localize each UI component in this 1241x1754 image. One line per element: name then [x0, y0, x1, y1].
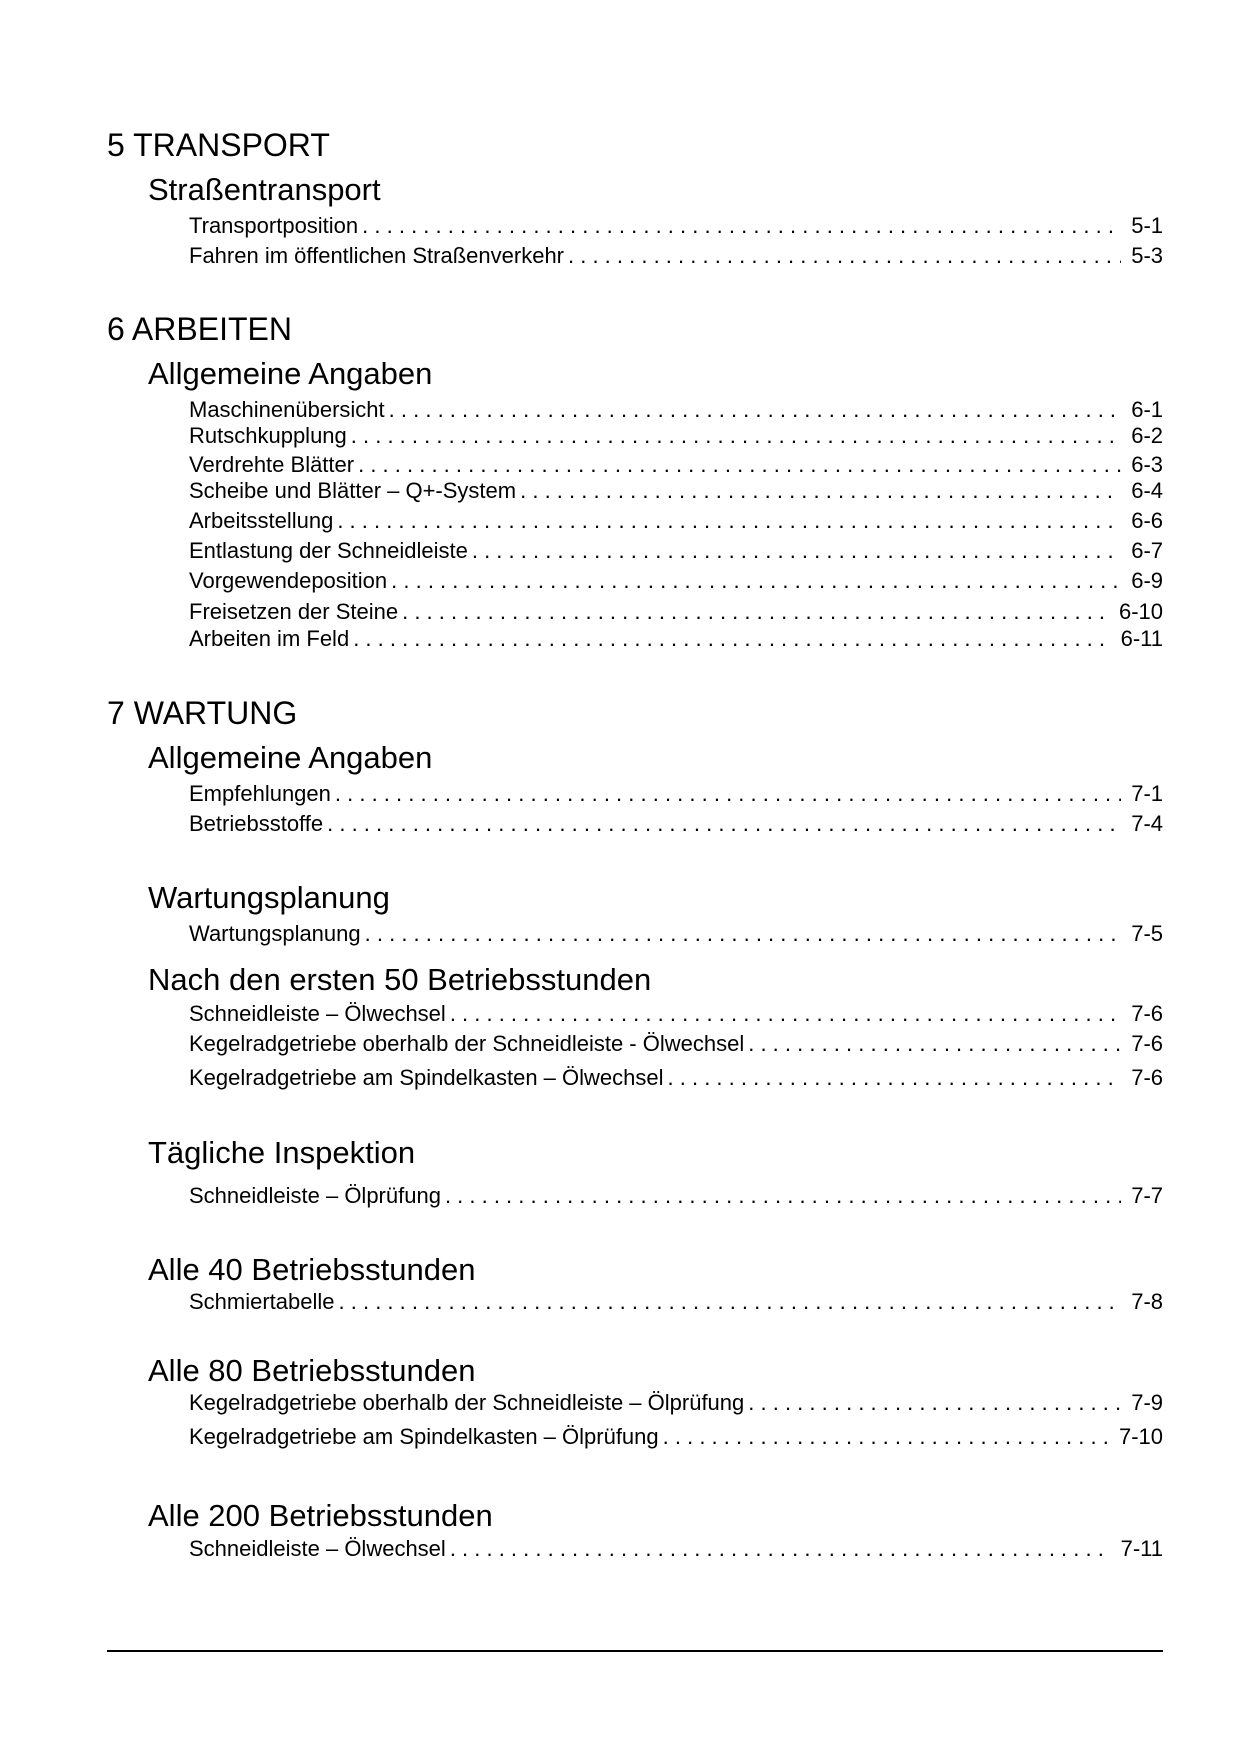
toc-entry-title: Schneidleiste – Ölprüfung: [189, 1183, 441, 1208]
section-title: Straßentransport: [148, 172, 381, 207]
dot-leader: [323, 810, 1121, 838]
toc-entry[interactable]: [189, 920, 1163, 948]
toc-entry[interactable]: [189, 507, 1163, 535]
toc-entry-title: Arbeiten im Feld: [189, 626, 350, 651]
toc-entry[interactable]: [189, 598, 1163, 626]
dot-leader: [398, 598, 1109, 626]
toc-entry-page: 5-3: [1131, 243, 1163, 268]
toc-entry-page: 6-10: [1118, 599, 1163, 624]
toc-entry[interactable]: [189, 396, 1163, 424]
dot-leader: [564, 242, 1121, 270]
toc-entry-page: 7-5: [1131, 921, 1163, 946]
toc-entry-title: Rutschkupplung: [189, 423, 347, 448]
dot-leader: [387, 567, 1121, 595]
toc-entry-page: 6-9: [1131, 568, 1163, 593]
dot-leader: [446, 1000, 1121, 1028]
toc-entry[interactable]: [189, 212, 1163, 240]
section-title: Alle 40 Betriebsstunden: [148, 1252, 476, 1287]
toc-entry-page: 6-6: [1131, 508, 1163, 533]
toc-entry[interactable]: [189, 1423, 1163, 1451]
toc-entry-page: 7-8: [1131, 1289, 1163, 1314]
toc-entry[interactable]: [189, 567, 1163, 595]
toc-entry[interactable]: [189, 625, 1163, 653]
toc-entry[interactable]: [189, 451, 1163, 479]
chapter-title: 6 ARBEITEN: [107, 311, 292, 347]
dot-leader: [744, 1389, 1121, 1417]
toc-entry-title: Maschinenübersicht: [189, 397, 385, 422]
toc-entry-page: 7-6: [1131, 1001, 1163, 1026]
section-title: Wartungsplanung: [148, 880, 390, 915]
dot-leader: [361, 920, 1122, 948]
toc-entry-title: Arbeitsstellung: [189, 508, 334, 533]
toc-entry-page: 6-2: [1131, 423, 1163, 448]
section-title: Nach den ersten 50 Betriebsstunden: [148, 962, 652, 997]
toc-entry-title: Betriebsstoffe: [189, 811, 324, 836]
section-title: Allgemeine Angaben: [148, 740, 433, 775]
toc-entry-title: Empfehlungen: [189, 781, 331, 806]
chapter-title: 5 TRANSPORT: [107, 127, 330, 163]
dot-leader: [446, 1535, 1111, 1563]
toc-entry-page: 7-11: [1120, 1536, 1163, 1561]
dot-leader: [347, 422, 1121, 450]
toc-entry[interactable]: [189, 780, 1163, 808]
toc-entry-title: Wartungsplanung: [189, 921, 361, 946]
toc-entry[interactable]: [189, 1288, 1163, 1316]
toc-entry[interactable]: [189, 810, 1163, 838]
toc-entry[interactable]: [189, 1182, 1163, 1210]
dot-leader: [441, 1182, 1121, 1210]
toc-entry[interactable]: [189, 242, 1163, 270]
toc-entry-title: Vorgewendeposition: [189, 568, 388, 593]
section-title: Alle 80 Betriebsstunden: [148, 1353, 476, 1388]
dot-leader: [354, 451, 1121, 479]
toc-entry[interactable]: [189, 1064, 1163, 1092]
toc-entry-page: 6-3: [1131, 452, 1163, 477]
toc-entry-page: 6-11: [1120, 626, 1163, 651]
toc-entry-title: Kegelradgetriebe am Spindelkasten – Ölwechsel: [189, 1065, 664, 1090]
toc-entry[interactable]: [189, 1030, 1163, 1058]
section-title: Allgemeine Angaben: [148, 356, 433, 391]
toc-entry-page: 6-7: [1131, 538, 1163, 563]
dot-leader: [744, 1030, 1121, 1058]
dot-leader: [664, 1064, 1122, 1092]
toc-entry[interactable]: [189, 537, 1163, 565]
toc-entry-page: 7-4: [1131, 811, 1163, 836]
section-title: Tägliche Inspektion: [148, 1135, 416, 1170]
toc-entry-title: Schneidleiste – Ölwechsel: [189, 1001, 446, 1026]
toc-entry[interactable]: [189, 1000, 1163, 1028]
dot-leader: [659, 1423, 1109, 1451]
toc-entry-page: 7-6: [1131, 1065, 1163, 1090]
toc-entry-page: 6-1: [1131, 397, 1163, 422]
toc-entry-title: Scheibe und Blätter – Q+-System: [189, 478, 517, 503]
toc-entry-title: Kegelradgetriebe oberhalb der Schneidleiste – Ölprüfung: [189, 1390, 745, 1415]
toc-entry-title: Fahren im öffentlichen Straßenverkehr: [189, 243, 564, 268]
toc-entry-title: Schmiertabelle: [189, 1289, 335, 1314]
dot-leader: [385, 396, 1122, 424]
toc-entry-page: 5-1: [1131, 213, 1163, 238]
footer-divider: [107, 1650, 1163, 1652]
dot-leader: [333, 507, 1121, 535]
toc-entry[interactable]: [189, 1535, 1163, 1563]
dot-leader: [358, 212, 1121, 240]
toc-entry-title: Verdrehte Blätter: [189, 452, 355, 477]
section-title: Alle 200 Betriebsstunden: [148, 1498, 493, 1533]
toc-entry[interactable]: [189, 422, 1163, 450]
toc-entry-title: Entlastung der Schneidleiste: [189, 538, 468, 563]
dot-leader: [335, 1288, 1122, 1316]
toc-entry-title: Schneidleiste – Ölwechsel: [189, 1536, 446, 1561]
dot-leader: [468, 537, 1121, 565]
toc-entry-page: 7-9: [1131, 1390, 1163, 1415]
toc-entry-page: 7-1: [1131, 781, 1163, 806]
dot-leader: [349, 625, 1110, 653]
toc-entry-title: Transportposition: [189, 213, 359, 238]
toc-entry-title: Freisetzen der Steine: [189, 599, 399, 624]
toc-entry[interactable]: [189, 1389, 1163, 1417]
dot-leader: [331, 780, 1121, 808]
toc-entry-page: 6-4: [1131, 478, 1163, 503]
toc-entry[interactable]: [189, 477, 1163, 505]
dot-leader: [516, 477, 1121, 505]
toc-entry-page: 7-10: [1118, 1424, 1163, 1449]
toc-entry-page: 7-7: [1131, 1183, 1163, 1208]
toc-entry-title: Kegelradgetriebe oberhalb der Schneidleiste - Ölwechsel: [189, 1031, 745, 1056]
toc-entry-page: 7-6: [1131, 1031, 1163, 1056]
chapter-title: 7 WARTUNG: [107, 695, 298, 731]
toc-entry-title: Kegelradgetriebe am Spindelkasten – Ölprüfung: [189, 1424, 659, 1449]
